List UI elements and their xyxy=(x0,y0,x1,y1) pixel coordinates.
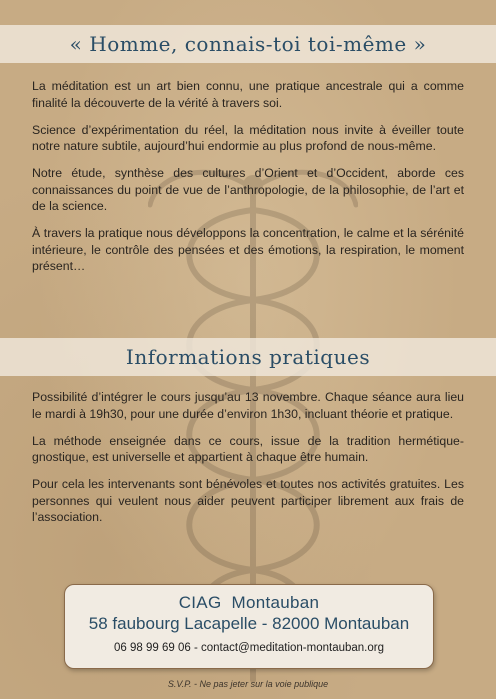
intro-paragraph: La méditation est un art bien connu, une pratique ancestrale qui a comme finalité la découverte de la vérité à travers soi. xyxy=(32,79,464,110)
intro-paragraph: À travers la pratique nous développons la concentration, le calme et la sérénité intérieure, le contrôle des pensées et des émotions, la respiration, le moment présent… xyxy=(32,226,464,273)
organization-address: 58 faubourg Lacapelle - 82000 Montauban xyxy=(88,614,410,633)
info-section xyxy=(32,389,464,536)
info-paragraph: Possibilité d’intégrer le cours jusqu’au 13 novembre. Chaque séance aura lieu le mardi à 19h30, pour une durée d’environ 1h30, incluant théorie et pratique. xyxy=(32,390,464,421)
info-banner xyxy=(0,338,496,376)
intro-paragraph: Notre étude, synthèse des cultures d’Orient et d’Occident, aborde ces connaissances du point de vue de l’anthropologie, de la philosophie, de l’art et de la science. xyxy=(32,166,464,213)
info-paragraph: La méthode enseignée dans ce cours, issue de la tradition hermétique-gnostique, est universelle et appartient à chaque être humain. xyxy=(32,433,464,464)
contact-card xyxy=(64,584,434,669)
info-paragraph: Pour cela les intervenants sont bénévoles et toutes nos activités gratuites. Les personnes qui veulent nous aider peuvent participer librement aux frais de l’association. xyxy=(32,477,464,524)
phone-number: 06 98 99 69 06 xyxy=(114,642,191,654)
intro-section xyxy=(32,78,464,285)
info-title: Informations pratiques xyxy=(125,345,371,369)
contact-line xyxy=(65,642,433,654)
contact-separator: - xyxy=(190,642,201,654)
intro-paragraph: Science d’expérimentation du réel, la méditation nous invite à éveiller toute notre nature subtile, aujourd’hui endormie au plus profond de nous-même. xyxy=(32,122,464,153)
email-address: contact@meditation-montauban.org xyxy=(200,642,384,654)
header-banner xyxy=(0,25,496,63)
page-title: « Homme, connais-toi toi-même » xyxy=(69,32,427,56)
footer-note: S.V.P. - Ne pas jeter sur la voie publique xyxy=(167,679,329,689)
organization-name: CIAG Montauban xyxy=(178,593,320,612)
